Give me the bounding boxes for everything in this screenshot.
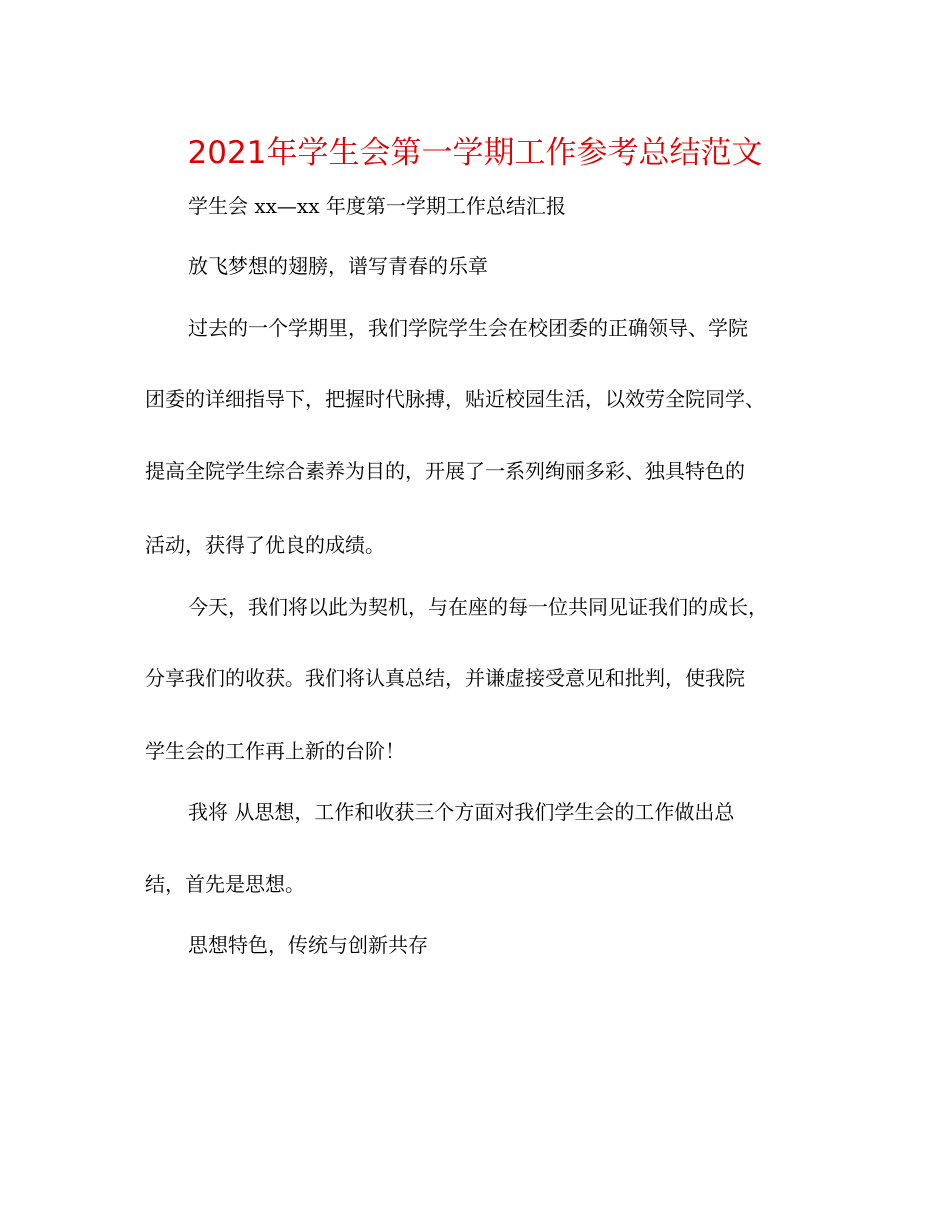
section-heading-line: 思想特色，传统与创新共存 [188, 933, 428, 957]
slogan-line: 放飞梦想的翅膀，谱写青春的乐章 [188, 254, 488, 278]
paragraph-1-line-1: 过去的一个学期里，我们学院学生会在校团委的正确领导、学院 [188, 316, 748, 340]
paragraph-2-line-2: 分享我们的收获。我们将认真总结，并谦虚接受意见和批判，使我院 [145, 666, 745, 690]
subtitle-line: 学生会 xx—xx 年度第一学期工作总结汇报 [188, 194, 566, 218]
paragraph-2-line-3: 学生会的工作再上新的台阶！ [145, 739, 405, 763]
paragraph-1-line-3: 提高全院学生综合素养为目的，开展了一系列绚丽多彩、独具特色的 [145, 459, 745, 483]
paragraph-3-line-1: 我将 从思想，工作和收获三个方面对我们学生会的工作做出总 [188, 800, 735, 824]
paragraph-3-line-2: 结，首先是思想。 [145, 872, 305, 896]
document-title: 2021年学生会第一学期工作参考总结范文 [187, 135, 763, 171]
paragraph-1-line-2: 团委的详细指导下，把握时代脉搏，贴近校园生活，以效劳全院同学、 [145, 387, 765, 411]
paragraph-2-line-1: 今天，我们将以此为契机，与在座的每一位共同见证我们的成长， [188, 595, 768, 619]
paragraph-1-line-4: 活动，获得了优良的成绩。 [145, 533, 385, 557]
